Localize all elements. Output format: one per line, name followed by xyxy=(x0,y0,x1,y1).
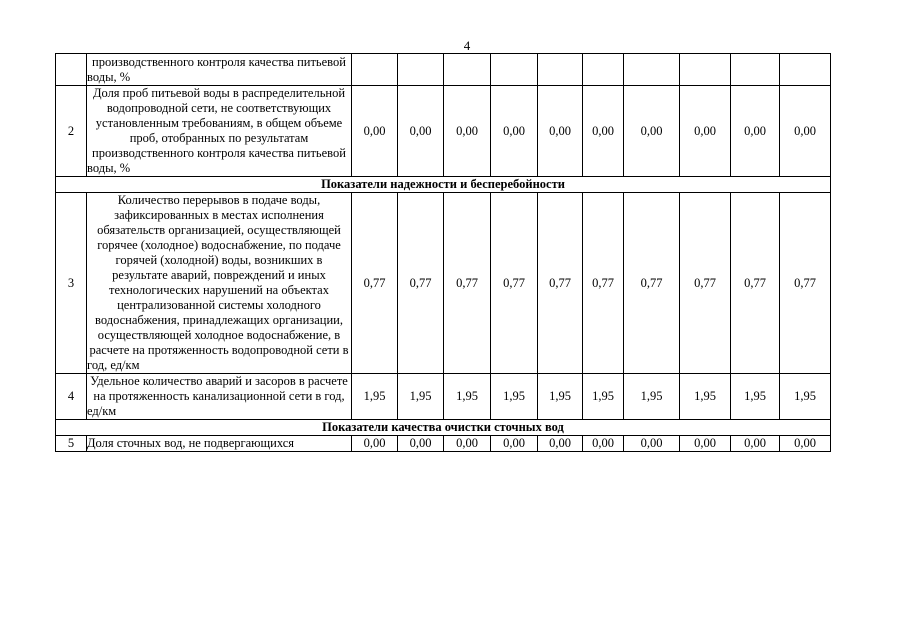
value-cell: 0,00 xyxy=(398,436,444,452)
value-cell: 0,00 xyxy=(583,436,624,452)
value-cell: 0,00 xyxy=(731,436,780,452)
section-title-wastewater: Показатели качества очистки сточных вод xyxy=(56,420,831,436)
value-cell: 0,00 xyxy=(680,86,731,177)
section-title-reliability: Показатели надежности и бесперебойности xyxy=(56,177,831,193)
row-number: 5 xyxy=(56,436,87,452)
value-cell: 1,95 xyxy=(538,374,583,420)
value-cell: 1,95 xyxy=(352,374,398,420)
value-cell: 0,00 xyxy=(491,436,538,452)
value-cell: 0,00 xyxy=(444,436,491,452)
indicators-table xyxy=(55,53,831,452)
value-cell: 0,77 xyxy=(398,193,444,374)
value-cell: 0,00 xyxy=(583,86,624,177)
value-cell: 0,00 xyxy=(780,86,831,177)
value-cell: 1,95 xyxy=(780,374,831,420)
value-cell: 0,00 xyxy=(352,86,398,177)
page-number: 4 xyxy=(463,38,471,53)
row-number: 3 xyxy=(56,193,87,374)
row-number: 4 xyxy=(56,374,87,420)
value-cell: 0,77 xyxy=(731,193,780,374)
row-description: Удельное количество аварий и засоров в расчете на протяженность канализационной сети в год, ед/км xyxy=(87,374,352,420)
table-row xyxy=(56,54,831,86)
value-cell: 0,00 xyxy=(731,86,780,177)
value-cell xyxy=(680,54,731,86)
value-cell: 1,95 xyxy=(731,374,780,420)
value-cell: 0,00 xyxy=(352,436,398,452)
table-row xyxy=(56,436,831,452)
value-cell: 0,00 xyxy=(398,86,444,177)
value-cell: 0,77 xyxy=(624,193,680,374)
section-header-row xyxy=(56,420,831,436)
table-row xyxy=(56,193,831,374)
value-cell xyxy=(538,54,583,86)
table-row xyxy=(56,374,831,420)
row-description: Доля сточных вод, не подвергающихся xyxy=(87,436,352,452)
value-cell: 0,00 xyxy=(538,86,583,177)
row-description: производственного контроля качества питьевой воды, % xyxy=(87,54,352,86)
row-number xyxy=(56,54,87,86)
row-description: Доля проб питьевой воды в распределительной водопроводной сети, не соответствующих установленным требованиям, в общем объеме проб, отобранных по результатам производственного контроля качества питьевой воды, % xyxy=(87,86,352,177)
value-cell: 0,77 xyxy=(780,193,831,374)
value-cell: 0,00 xyxy=(624,436,680,452)
value-cell xyxy=(491,54,538,86)
value-cell xyxy=(731,54,780,86)
value-cell xyxy=(398,54,444,86)
value-cell: 0,00 xyxy=(538,436,583,452)
row-description: Количество перерывов в подаче воды, зафиксированных в местах исполнения обязательств организацией, осуществляющей горячее (холодное) водоснабжение, по подаче горячей (холодной) воды, возникших в результате аварий, повреждений и иных технологических нарушений на объектах централизованной системы холодного водоснабжения, принадлежащих организации, осуществляющей холодное водоснабжение, в расчете на протяженность водопроводной сети в год, ед/км xyxy=(87,193,352,374)
value-cell: 1,95 xyxy=(491,374,538,420)
value-cell xyxy=(780,54,831,86)
value-cell: 0,00 xyxy=(780,436,831,452)
value-cell: 0,00 xyxy=(680,436,731,452)
value-cell xyxy=(624,54,680,86)
value-cell: 0,77 xyxy=(680,193,731,374)
value-cell: 0,00 xyxy=(491,86,538,177)
value-cell: 1,95 xyxy=(583,374,624,420)
value-cell: 1,95 xyxy=(444,374,491,420)
value-cell: 0,77 xyxy=(352,193,398,374)
table-row xyxy=(56,86,831,177)
value-cell: 0,77 xyxy=(491,193,538,374)
value-cell: 0,77 xyxy=(583,193,624,374)
section-header-row xyxy=(56,177,831,193)
value-cell: 1,95 xyxy=(624,374,680,420)
row-number: 2 xyxy=(56,86,87,177)
value-cell xyxy=(352,54,398,86)
value-cell xyxy=(444,54,491,86)
value-cell xyxy=(583,54,624,86)
value-cell: 0,00 xyxy=(444,86,491,177)
value-cell: 1,95 xyxy=(680,374,731,420)
value-cell: 1,95 xyxy=(398,374,444,420)
value-cell: 0,00 xyxy=(624,86,680,177)
value-cell: 0,77 xyxy=(538,193,583,374)
value-cell: 0,77 xyxy=(444,193,491,374)
